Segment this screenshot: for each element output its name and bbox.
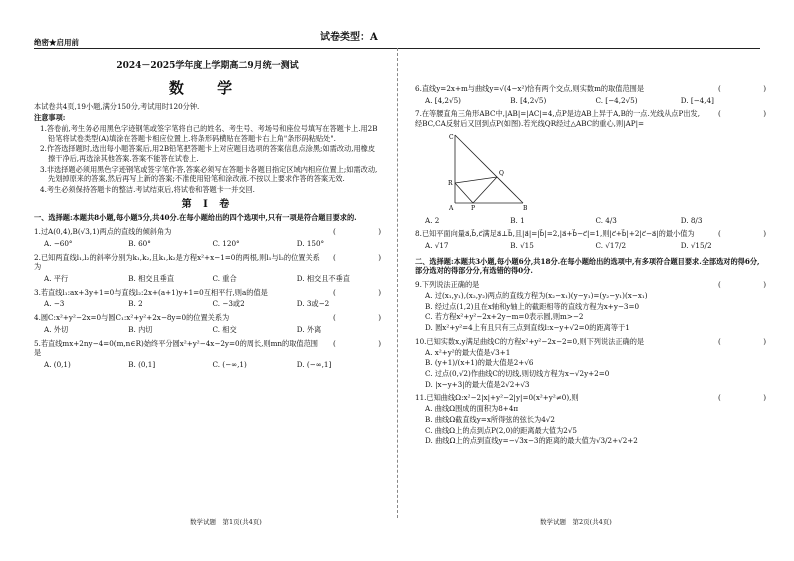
options-row: [34, 299, 381, 309]
options-row: [415, 348, 766, 390]
question-stem: 4.圆C:x²+y²−2x=0与圆C₁:x²+y²+2x−8y=0的位置关系为: [34, 313, 230, 323]
notes-heading: 注意事项:: [34, 113, 66, 123]
figure-label: R: [448, 179, 453, 187]
figure-line: [455, 135, 523, 203]
option: D. 150°: [296, 238, 325, 248]
question: [415, 229, 766, 250]
intro-text: 本试卷共4页,19小题,满分150分,考试用时120分钟.: [34, 102, 200, 112]
figure-line: [455, 183, 473, 203]
answer-paren: [333, 253, 381, 263]
option: D. 3或−2: [296, 299, 330, 309]
triangle-figure: [445, 131, 535, 211]
answer-paren: [718, 337, 766, 347]
question: [34, 227, 381, 248]
paren-close: ): [763, 229, 766, 239]
question: [34, 313, 381, 334]
answer-paren: [718, 229, 766, 239]
option: B. 1: [510, 215, 525, 225]
option: A. 外切: [44, 324, 69, 334]
option: A. 曲线Ω围成的面积为8+4π: [425, 404, 519, 414]
answer-paren: [333, 227, 381, 237]
section-one-heading: 一、选择题:本题共8小题,每小题5分,共40分.在每小题给出的四个选项中,只有一项是符合题目要求的.: [34, 213, 357, 223]
paren-open: (: [333, 252, 336, 262]
paren-open: (: [718, 336, 721, 346]
left-questions: [34, 227, 381, 370]
question-stem: 11.已知曲线Ω:x²−2|x|+y²−2|y|=0(x²+y²≠0),则: [415, 393, 579, 403]
option: D. √15/2: [680, 241, 712, 251]
options-row: [415, 404, 766, 446]
paren-close: ): [763, 393, 766, 403]
option: C. 曲线Ω上的点到点P(2,0)的距离最大值为2√5: [425, 425, 577, 435]
paren-open: (: [333, 227, 336, 237]
figure-line: [455, 177, 497, 183]
question: [34, 339, 381, 370]
option: A. 2: [425, 215, 440, 225]
question-stem: 3.若直线l₁:ax+3y+1=0与直线l₂:2x+(a+1)y+1=0互相平行,则a的值是: [34, 287, 268, 297]
answer-paren: [333, 313, 381, 323]
option: B. 经过点(1,2)且在x轴和y轴上的截距相等的直线方程为x+y−3=0: [425, 301, 640, 311]
paren-open: (: [718, 109, 721, 119]
paren-close: ): [763, 336, 766, 346]
answer-paren: [333, 288, 381, 298]
figure-label: Q: [499, 169, 504, 177]
option: D. 8/3: [680, 215, 703, 225]
paren-open: (: [333, 338, 336, 348]
figure-label: P: [471, 204, 476, 211]
exam-title: 2024－2025学年度上学期高二9月统一测试: [116, 61, 299, 71]
option: B. (y+1)/(x+1)的最大值是2+√6: [425, 358, 534, 368]
option: B. 内切: [128, 324, 153, 334]
option: B. 60°: [128, 238, 151, 248]
option: C. −3或2: [212, 299, 245, 309]
options-row: [415, 96, 766, 106]
option: C. 相交: [212, 324, 237, 334]
options-row: [34, 274, 381, 284]
option: B. [4,2√5): [510, 95, 547, 105]
option: D. (−∞,1]: [296, 359, 332, 369]
option: D. 外离: [296, 324, 322, 334]
option: C. 若方程x²+y²−2x+2y−m=0表示圆,则m>−2: [425, 312, 584, 322]
note-item: 2.作答选择题时,选出每小题答案后,用2B铅笔把答题卡上对应题目选项的答案信息点涂黑;如需改动,用橡皮擦干净后,再选涂其他答案.答案不能答在试卷上.: [40, 144, 376, 163]
option: C. [−4,2√5): [595, 95, 638, 105]
subject-title: 数 学: [168, 79, 247, 98]
option: A. −3: [44, 299, 65, 309]
answer-paren: [718, 84, 766, 94]
note-item: 4.考生必须保持答题卡的整洁.考试结束后,将试卷和答题卡一并交回.: [40, 185, 255, 195]
paren-close: ): [378, 287, 381, 297]
option: D. 曲线Ω上的点到直线y=−√3x−3的距离的最大值为√3/2+√2+2: [425, 436, 638, 446]
question-stem: 1.过A(0,4),B(√3,1)两点的直线的倾斜角为: [34, 227, 172, 237]
notes-list: [34, 124, 381, 195]
question-stem: 9.下列说法正确的是: [415, 280, 480, 290]
option: C. 过点(0,√2)作曲线C的切线,则切线方程为x−√2y+2=0: [425, 368, 610, 378]
paren-close: ): [763, 109, 766, 119]
question: [415, 280, 766, 333]
multi-questions: [415, 280, 766, 446]
question-stem: 7.在等腰直角三角形ABC中,|AB|=|AC|=4,点P是边AB上异于A,B的一点.光线从点P出发,经BC,CA反射后又回到点P(如图).若光线QR经过△ABC的重心,则|AP|=: [415, 109, 700, 129]
options-row: [34, 325, 381, 335]
question: [415, 109, 766, 225]
option: A. √17: [425, 241, 449, 251]
option: D. 相交且不垂直: [296, 273, 350, 283]
options-row: [34, 239, 381, 249]
volume-title: 第 Ⅰ 卷: [181, 198, 234, 210]
option: C. 4/3: [595, 215, 617, 225]
option: B. 相交且垂直: [128, 273, 175, 283]
question: [34, 253, 381, 284]
right-page: [397, 0, 794, 561]
option: B. (0,1]: [128, 359, 156, 369]
question-stem: 8.已知平面向量a⃗,b⃗,c⃗满足a⃗⊥b⃗,且|a⃗|=|b⃗|=2,|a⃗+b⃗−c⃗|=1,则|c⃗+b⃗|+2|c⃗−a⃗|的最小值为: [415, 229, 695, 239]
figure-label: C: [449, 133, 454, 141]
options-row: [415, 291, 766, 333]
question: [415, 337, 766, 390]
note-item: 1.答卷前,考生务必用黑色字迹钢笔或签字笔将自己的姓名、考生号、考场号和座位号填写在答题卡上.用2B铅笔将试卷类型(A)填涂在答题卡相应位置上.将条形码横贴在答题卡右上角"条形码粘贴处".: [40, 123, 378, 143]
answer-paren: [718, 109, 766, 119]
question-stem: 2.已知两直线l₁,l₂的斜率分别为k₁,k₂,且k₁,k₂是方程x²+x−1=0的两根,则l₁与l₂的位置关系为: [34, 252, 320, 272]
option: A. −60°: [44, 238, 73, 248]
option: A. (0,1): [44, 359, 71, 369]
paren-open: (: [718, 393, 721, 403]
option: C. 120°: [212, 238, 240, 248]
option: C. (−∞,1): [212, 359, 247, 369]
question: [34, 288, 381, 309]
option: D. [−4,4]: [680, 95, 714, 105]
options-row: [415, 241, 766, 251]
option: D. 圆x²+y²=4上有且只有三点到直线l:x−y+√2=0的距离等于1: [425, 323, 630, 333]
option: A. x²+y²的最大值是√3+1: [425, 347, 511, 357]
option: C. √17/2: [595, 241, 627, 251]
section-two-heading: 二、选择题:本题共3小题,每小题6分,共18分.在每小题给出的选项中,有多项符合题目要求.全部选对的得6分,部分选对的得部分分,有选错的得0分.: [415, 256, 760, 276]
footer-right: 数学试题 第2页(共4页): [540, 518, 612, 527]
paren-close: ): [763, 280, 766, 290]
footer-left: 数学试题 第1页(共4页): [190, 518, 262, 527]
paren-close: ): [378, 313, 381, 323]
answer-paren: [718, 280, 766, 290]
answer-paren: [333, 339, 381, 349]
option: B. 2: [128, 299, 143, 309]
question-stem: 6.直线y=2x+m与曲线y=√(4−x²)恰有两个交点,则实数m的取值范围是: [415, 84, 645, 93]
options-row: [415, 216, 766, 226]
secret-label: 绝密★启用前: [34, 38, 79, 47]
right-questions: [415, 84, 766, 251]
paren-open: (: [718, 84, 721, 93]
paren-open: (: [718, 229, 721, 239]
figure-label: A: [449, 204, 454, 211]
paren-open: (: [333, 287, 336, 297]
paren-close: ): [378, 338, 381, 348]
question: [415, 84, 766, 105]
paren-close: ): [378, 252, 381, 262]
paren-open: (: [333, 313, 336, 323]
option: D. |x−y+3|的最大值是2√2+√3: [425, 379, 530, 389]
option: A. 过(x₁,y₁),(x₂,y₂)两点的直线方程为(x₂−x₁)(y−y₁)=(y₂−y₁)(x−x₁): [425, 290, 648, 300]
option: B. √15: [510, 241, 534, 251]
question-stem: 10.已知实数x,y满足曲线C的方程x²+y²−2x−2=0,则下列说法正确的是: [415, 336, 645, 346]
paren-close: ): [763, 84, 766, 93]
figure-line: [473, 177, 497, 203]
question: [415, 393, 766, 446]
option: A. 平行: [44, 273, 69, 283]
option: B. 曲线Ω截直线y=x所得弦的弦长为4√2: [425, 414, 555, 424]
figure-label: B: [523, 204, 528, 211]
note-item: 3.非选择题必须用黑色字迹钢笔或签字笔作答,答案必须写在答题卡各题目指定区域内相应位置上;如需改动,先划掉原来的答案,然后再写上新的答案;不准使用铅笔和涂改液.不按以上要求作答的答案无效.: [40, 164, 378, 184]
options-row: [34, 360, 381, 370]
question-stem: 5.若直线mx+2ny−4=0(m,n∈R)始终平分圆x²+y²−4x−2y=0的周长,则mn的取值范围是: [34, 338, 318, 358]
paper-type: 试卷类型：A: [320, 32, 378, 43]
paren-close: ): [378, 227, 381, 237]
option: C. 重合: [212, 273, 237, 283]
paren-open: (: [718, 280, 721, 290]
answer-paren: [718, 393, 766, 403]
option: A. [4,2√5): [425, 95, 461, 105]
